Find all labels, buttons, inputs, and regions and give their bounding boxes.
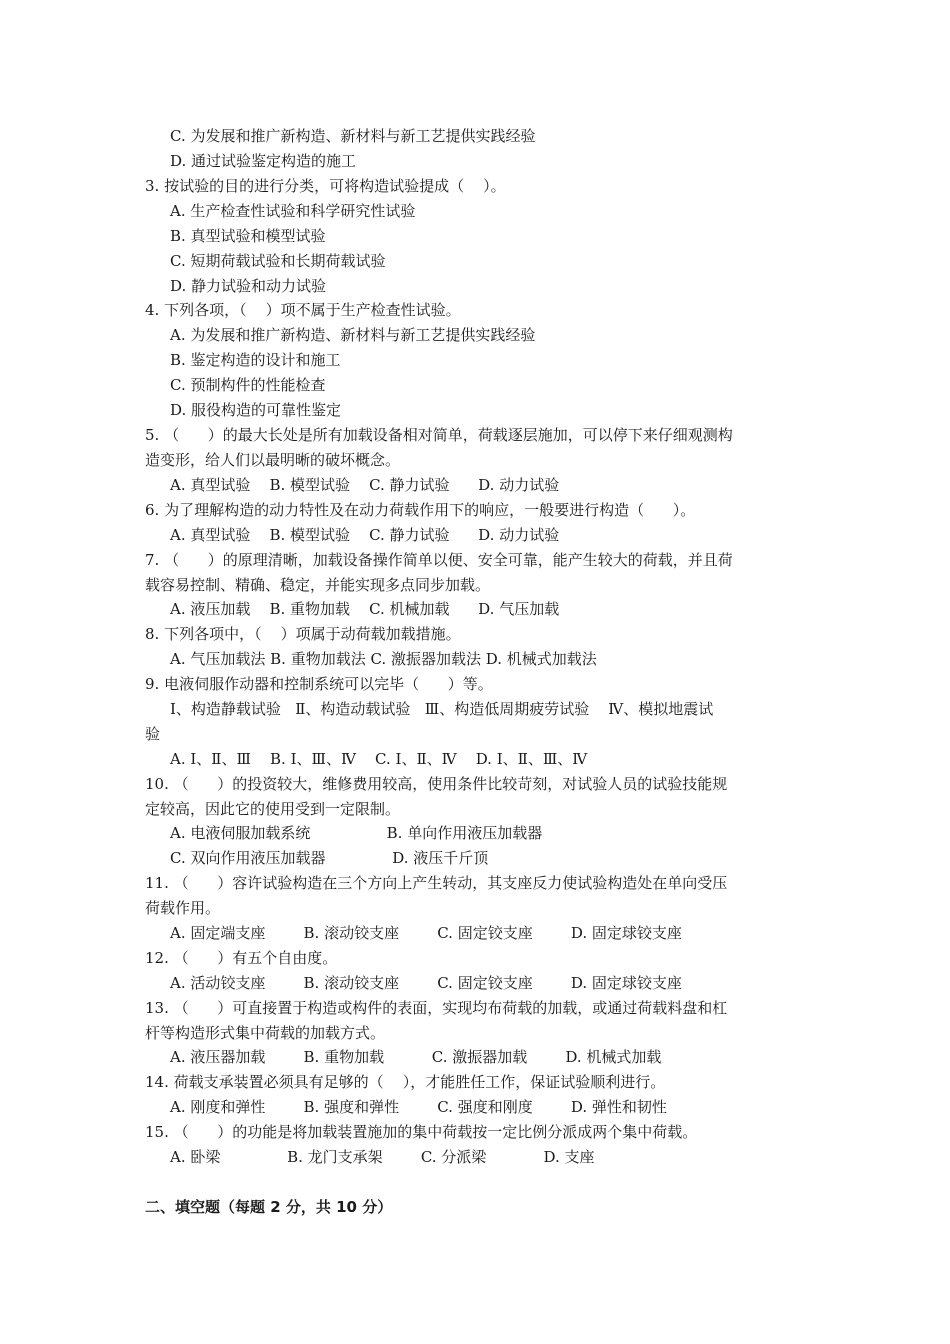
q5-options: A. 真型试验 B. 模型试验 C. 静力试验 D. 动力试验 (170, 476, 560, 494)
q7-options: A. 液压加载 B. 重物加载 C. 机械加载 D. 气压加载 (170, 600, 560, 618)
q10-options-ab: A. 电液伺服加载系统 B. 单向作用液压加载器 (170, 824, 543, 842)
q7-stem-line2: 载容易控制、精确、稳定，并能实现多点同步加载。 (145, 576, 491, 594)
q3-option-d: D. 静力试验和动力试验 (170, 277, 327, 295)
q15-options: A. 卧梁 B. 龙门支承架 C. 分派梁 D. 支座 (170, 1148, 595, 1166)
q10-options-cd: C. 双向作用液压加载器 D. 液压千斤顶 (170, 849, 489, 867)
q12-stem: 12. （ ）有五个自由度。 (145, 949, 338, 967)
q13-options: A. 液压器加载 B. 重物加载 C. 激振器加载 D. 机械式加载 (170, 1048, 662, 1066)
q4-option-c: C. 预制构件的性能检查 (170, 376, 326, 394)
q4-option-b: B. 鉴定构造的设计和施工 (170, 351, 341, 369)
q12-options: A. 活动铰支座 B. 滚动铰支座 C. 固定铰支座 D. 固定球铰支座 (170, 974, 682, 992)
q11-options: A. 固定端支座 B. 滚动铰支座 C. 固定铰支座 D. 固定球铰支座 (170, 924, 682, 942)
q14-options: A. 刚度和弹性 B. 强度和弹性 C. 强度和刚度 D. 弹性和韧性 (170, 1098, 667, 1116)
q2-option-c: C. 为发展和推广新构造、新材料与新工艺提供实践经验 (170, 127, 536, 145)
q4-stem: 4. 下列各项，（ ）项不属于生产检查性试验。 (145, 301, 461, 319)
q3-stem: 3. 按试验的目的进行分类，可将构造试验提成（ ）。 (145, 177, 506, 195)
q5-stem-line1: 5. （ ）的最大长处是所有加载设备相对简单，荷载逐层施加，可以停下来仔细观测构 (145, 426, 733, 444)
q3-option-c: C. 短期荷载试验和长期荷载试验 (170, 252, 386, 270)
q8-options: A. 气压加载法 B. 重物加载法 C. 激振器加载法 D. 机械式加载法 (170, 650, 597, 668)
q10-stem-line1: 10. （ ）的投资较大，维修费用较高，使用条件比较苛刻，对试验人员的试验技能规 (145, 775, 728, 793)
q11-stem-line2: 荷载作用。 (145, 899, 221, 917)
q13-stem-line1: 13. （ ）可直接置于构造或构件的表面，实现均布荷载的加载，或通过荷载料盘和杠 (145, 999, 728, 1017)
q3-option-a: A. 生产检查性试验和科学研究性试验 (170, 202, 416, 220)
q13-stem-line2: 杆等构造形式集中荷载的加载方式。 (145, 1024, 386, 1042)
q9-stem: 9. 电液伺服作动器和控制系统可以完毕（ ）等。 (145, 675, 493, 693)
section-heading: 二、填空题（每题 2 分，共 10 分） (145, 1198, 393, 1216)
q15-stem: 15. （ ）的功能是将加载装置施加的集中荷载按一定比例分派成两个集中荷载。 (145, 1123, 698, 1141)
q9-items-line1: Ⅰ、构造静载试验 Ⅱ、构造动载试验 Ⅲ、构造低周期疲劳试验 Ⅳ、模拟地震试 (170, 700, 714, 718)
q6-stem: 6. 为了理解构造的动力特性及在动力荷载作用下的响应，一般要进行构造（ ）。 (145, 501, 696, 519)
q2-option-d: D. 通过试验鉴定构造的施工 (170, 152, 357, 170)
q9-items-line2: 验 (145, 725, 161, 743)
q10-stem-line2: 定较高，因此它的使用受到一定限制。 (145, 800, 401, 818)
q4-option-a: A. 为发展和推广新构造、新材料与新工艺提供实践经验 (170, 326, 536, 344)
q8-stem: 8. 下列各项中，（ ）项属于动荷载加载措施。 (145, 625, 461, 643)
q5-stem-line2: 造变形，给人们以最明晰的破坏概念。 (145, 451, 401, 469)
q11-stem-line1: 11. （ ）容许试验构造在三个方向上产生转动，其支座反力使试验构造处在单向受压 (145, 874, 728, 892)
q4-option-d: D. 服役构造的可靠性鉴定 (170, 401, 342, 419)
q6-options: A. 真型试验 B. 模型试验 C. 静力试验 D. 动力试验 (170, 526, 560, 544)
q3-option-b: B. 真型试验和模型试验 (170, 227, 326, 245)
q7-stem-line1: 7. （ ）的原理清晰，加载设备操作简单以便、安全可靠，能产生较大的荷载，并且荷 (145, 551, 733, 569)
q14-stem: 14. 荷载支承装置必须具有足够的（ ），才能胜任工作，保证试验顺利进行。 (145, 1073, 666, 1091)
q9-options: A. Ⅰ、Ⅱ、Ⅲ B. Ⅰ、Ⅲ、Ⅳ C. Ⅰ、Ⅱ、Ⅳ D. Ⅰ、Ⅱ、Ⅲ、Ⅳ (170, 750, 588, 768)
